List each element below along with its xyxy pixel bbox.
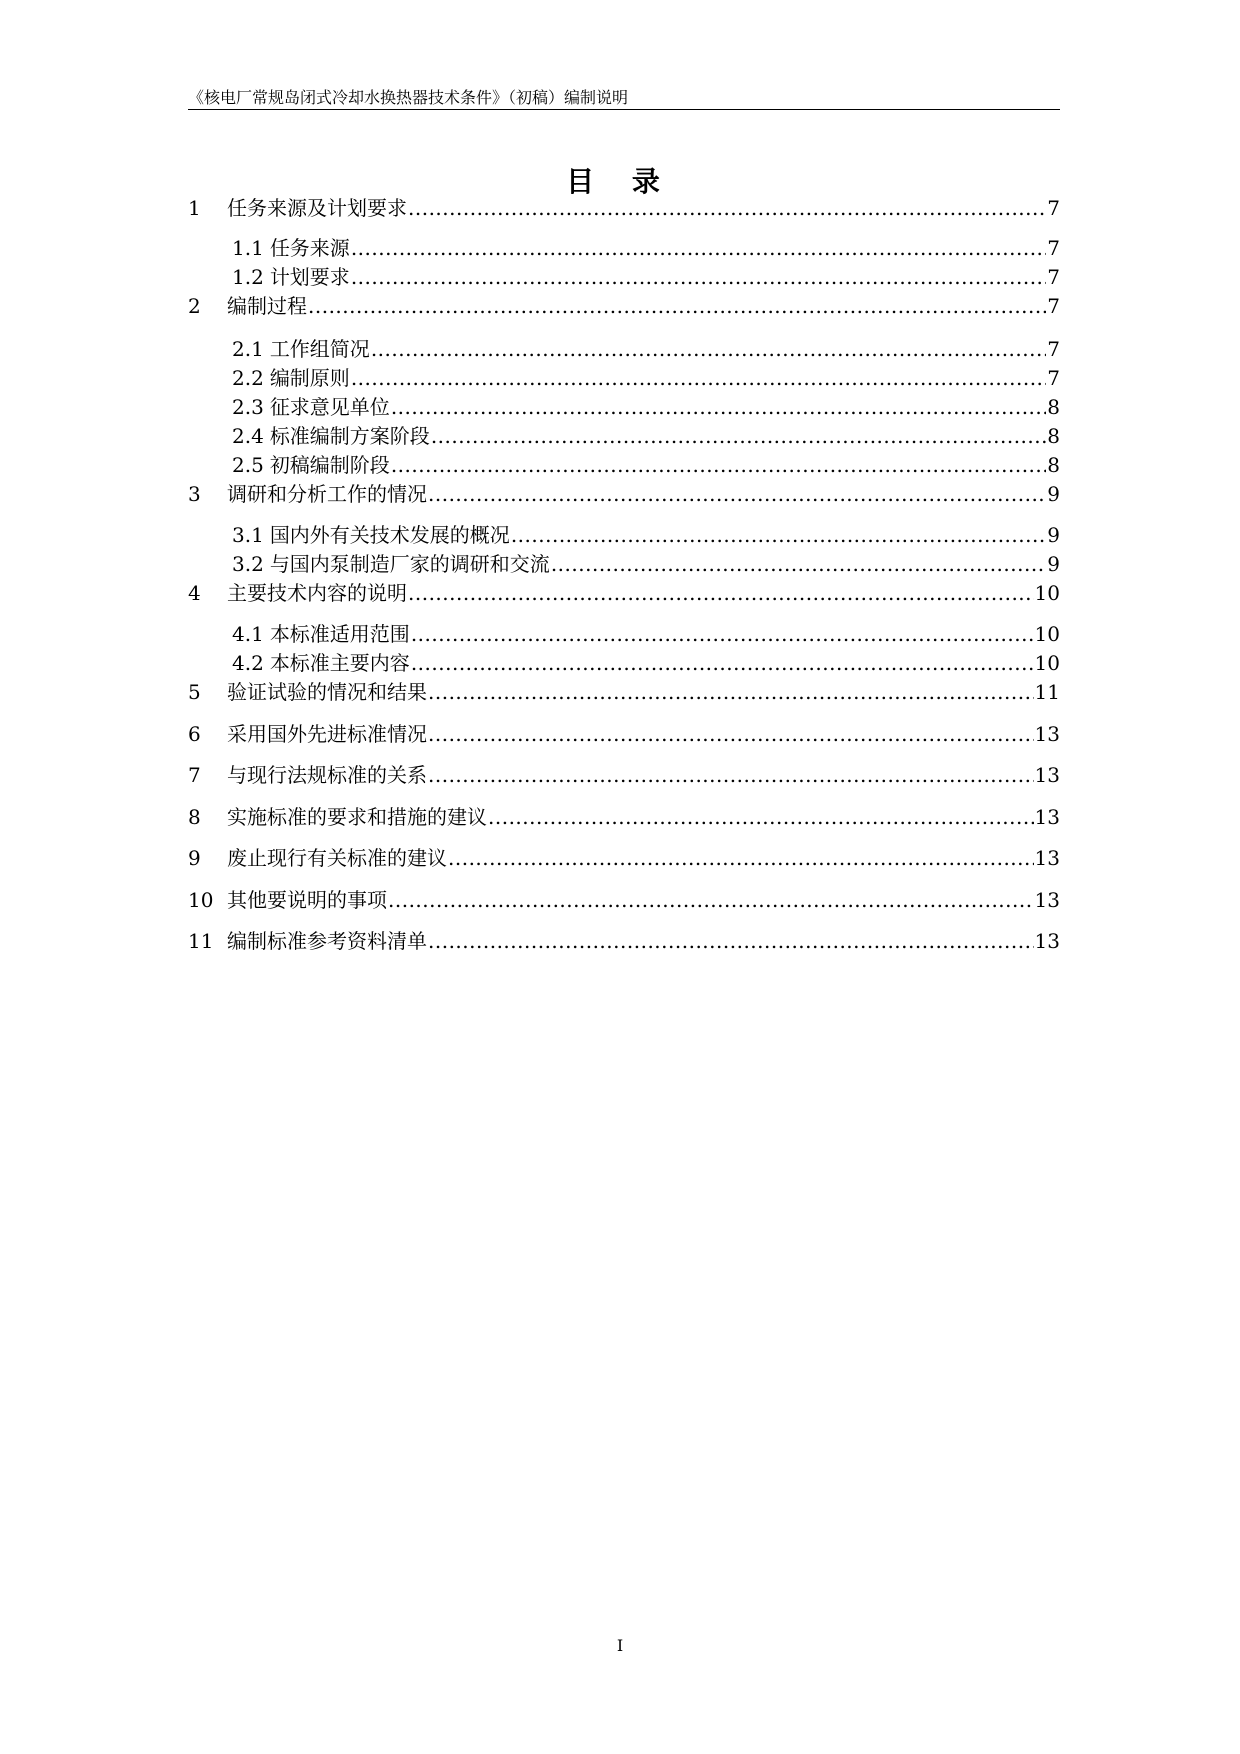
toc-entry-title: 与现行法规标准的关系	[227, 763, 427, 787]
toc-leader-dots	[408, 579, 1034, 607]
toc-leader-dots	[551, 550, 1046, 578]
toc-leader-dots	[431, 422, 1046, 450]
toc-entry-number: 9	[188, 846, 201, 870]
toc-entry-number: 2	[188, 294, 201, 318]
page-number: I	[616, 1636, 624, 1655]
toc-leader-dots	[511, 521, 1046, 549]
toc-leader-dots	[391, 451, 1046, 479]
toc-leader-dots	[428, 678, 1034, 706]
toc-entry[interactable]	[188, 718, 1060, 748]
toc-entry-page: 9	[1047, 482, 1060, 506]
toc-leader-dots	[411, 649, 1034, 677]
toc-leader-dots	[428, 480, 1046, 508]
toc-entry-title: 初稿编制阶段	[269, 453, 390, 477]
toc-entry-page: 7	[1047, 366, 1060, 390]
toc-entry[interactable]	[188, 884, 1060, 914]
toc-entry[interactable]	[188, 290, 1060, 320]
toc-entry-title: 编制原则	[269, 366, 350, 390]
toc-leader-dots	[488, 803, 1034, 831]
toc-leader-dots	[388, 886, 1034, 914]
toc-entry-page: 8	[1047, 424, 1060, 448]
toc-subentry[interactable]	[188, 333, 1060, 363]
toc-entry-title: 任务来源	[269, 236, 350, 260]
toc-subentry[interactable]	[188, 519, 1060, 549]
toc-leader-dots	[428, 761, 1034, 789]
toc-entry-number: 10	[188, 888, 214, 912]
toc-entry-page: 11	[1034, 680, 1060, 704]
toc-entry-number: 2.1	[232, 337, 264, 361]
toc-entry-number: 4	[188, 581, 201, 605]
toc-subentry[interactable]	[188, 618, 1060, 648]
running-header: 《核电厂常规岛闭式冷却水换热器技术条件》（初稿）编制说明	[188, 88, 629, 107]
toc-entry-number: 6	[188, 722, 201, 746]
toc-entry-title: 实施标准的要求和措施的建议	[227, 805, 487, 829]
toc-entry[interactable]	[188, 577, 1060, 607]
toc-entry[interactable]	[188, 478, 1060, 508]
toc-subentry[interactable]	[188, 261, 1060, 291]
toc-entry-number: 3.1	[232, 523, 264, 547]
toc-entry-number: 7	[188, 763, 201, 787]
toc-entry-title: 标准编制方案阶段	[269, 424, 430, 448]
toc-entry-page: 10	[1034, 581, 1060, 605]
toc-entry-number: 4.1	[232, 622, 264, 646]
toc-leader-dots	[391, 393, 1046, 421]
toc-title: 目 录	[566, 165, 674, 198]
toc-entry[interactable]	[188, 192, 1060, 222]
toc-entry-page: 13	[1034, 929, 1060, 953]
toc-entry-title: 编制过程	[227, 294, 307, 318]
toc-entry[interactable]	[188, 676, 1060, 706]
toc-entry-page: 7	[1047, 337, 1060, 361]
toc-entry-title: 任务来源及计划要求	[227, 196, 407, 220]
toc-entry-number: 2.2	[232, 366, 264, 390]
toc-subentry[interactable]	[188, 449, 1060, 479]
toc-entry-number: 1.1	[232, 236, 264, 260]
toc-entry-number: 8	[188, 805, 201, 829]
toc-entry-title: 验证试验的情况和结果	[227, 680, 427, 704]
toc-entry-title: 编制标准参考资料清单	[227, 929, 427, 953]
toc-entry-title: 其他要说明的事项	[227, 888, 387, 912]
toc-subentry[interactable]	[188, 548, 1060, 578]
toc-entry-page: 7	[1047, 236, 1060, 260]
toc-entry-page: 9	[1047, 552, 1060, 576]
toc-entry-title: 工作组简况	[269, 337, 370, 361]
toc-leader-dots	[371, 335, 1046, 363]
toc-entry-title: 国内外有关技术发展的概况	[269, 523, 510, 547]
toc-entry-title: 采用国外先进标准情况	[227, 722, 427, 746]
toc-leader-dots	[351, 234, 1046, 262]
toc-entry[interactable]	[188, 801, 1060, 831]
toc-leader-dots	[351, 364, 1046, 392]
toc-entry-number: 2.5	[232, 453, 264, 477]
toc-entry-title: 废止现行有关标准的建议	[227, 846, 447, 870]
toc-entry[interactable]	[188, 759, 1060, 789]
toc-entry-page: 10	[1034, 651, 1060, 675]
toc-subentry[interactable]	[188, 391, 1060, 421]
toc-leader-dots	[428, 720, 1034, 748]
toc-leader-dots	[411, 620, 1034, 648]
toc-entry-page: 13	[1034, 763, 1060, 787]
toc-entry-number: 1.2	[232, 265, 264, 289]
toc-entry-title: 主要技术内容的说明	[227, 581, 407, 605]
toc-entry-page: 7	[1047, 196, 1060, 220]
toc-entry-number: 4.2	[232, 651, 264, 675]
toc-entry-number: 2.3	[232, 395, 264, 419]
toc-entry-page: 9	[1047, 523, 1060, 547]
toc-leader-dots	[448, 844, 1034, 872]
toc-subentry[interactable]	[188, 420, 1060, 450]
toc-entry-title: 计划要求	[269, 265, 350, 289]
toc-entry-page: 8	[1047, 453, 1060, 477]
toc-entry-page: 13	[1034, 846, 1060, 870]
toc-leader-dots	[428, 927, 1034, 955]
toc-entry-number: 2.4	[232, 424, 264, 448]
toc-subentry[interactable]	[188, 232, 1060, 262]
toc-entry-number: 1	[188, 196, 201, 220]
toc-entry-title: 调研和分析工作的情况	[227, 482, 427, 506]
toc-entry-number: 11	[188, 929, 214, 953]
toc-entry-page: 7	[1047, 265, 1060, 289]
toc-entry-page: 13	[1034, 888, 1060, 912]
toc-entry-title: 本标准适用范围	[269, 622, 410, 646]
toc-entry-title: 本标准主要内容	[269, 651, 410, 675]
toc-entry-number: 3	[188, 482, 201, 506]
toc-subentry[interactable]	[188, 647, 1060, 677]
toc-leader-dots	[351, 263, 1046, 291]
toc-entry[interactable]	[188, 925, 1060, 955]
toc-entry-title: 与国内泵制造厂家的调研和交流	[269, 552, 550, 576]
toc-leader-dots	[408, 194, 1046, 222]
toc-entry[interactable]	[188, 842, 1060, 872]
header-rule	[188, 109, 1060, 110]
toc-entry-page: 7	[1047, 294, 1060, 318]
toc-entry-number: 5	[188, 680, 201, 704]
toc-subentry[interactable]	[188, 362, 1060, 392]
toc-entry-page: 10	[1034, 622, 1060, 646]
toc-entry-title: 征求意见单位	[269, 395, 390, 419]
toc-entry-number: 3.2	[232, 552, 264, 576]
toc-entry-page: 8	[1047, 395, 1060, 419]
toc-entry-page: 13	[1034, 805, 1060, 829]
toc-entry-page: 13	[1034, 722, 1060, 746]
toc-leader-dots	[308, 292, 1046, 320]
